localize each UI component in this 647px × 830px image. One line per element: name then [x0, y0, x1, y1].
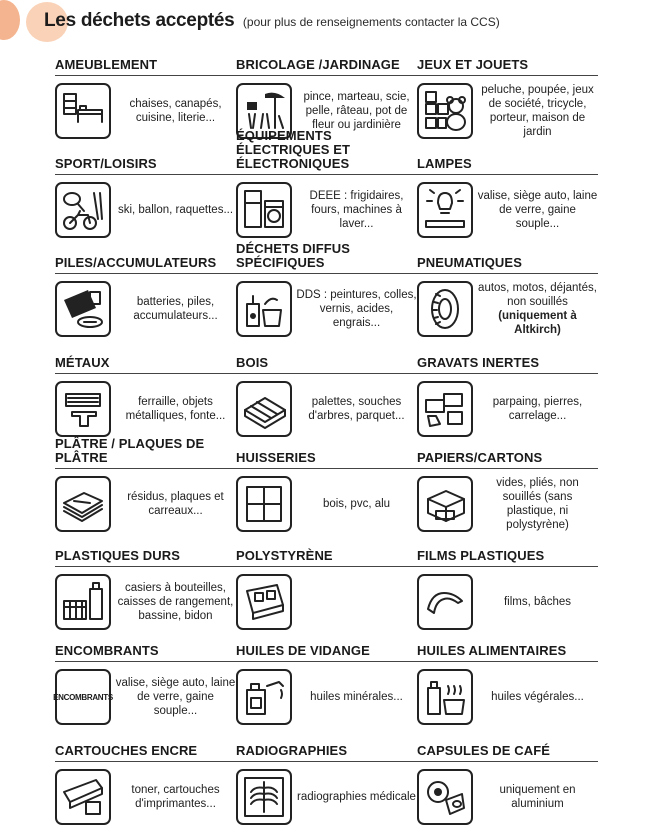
tire-icon	[417, 281, 473, 337]
appliances-icon	[236, 182, 292, 238]
coffee-capsule-icon	[417, 769, 473, 825]
waste-category	[55, 634, 250, 734]
category-title: GRAVATS INERTES	[417, 346, 598, 374]
category-body	[417, 277, 598, 341]
waste-category	[417, 539, 612, 634]
category-title: POLYSTYRÈNE	[236, 539, 417, 567]
category-body	[236, 277, 417, 341]
category-description	[292, 189, 417, 231]
category-description	[292, 690, 417, 704]
category-description	[473, 395, 598, 423]
waste-category	[55, 246, 250, 346]
polystyrene-icon	[236, 574, 292, 630]
category-title: FILMS PLASTIQUES	[417, 539, 598, 567]
description-text: autos, motos, déjantés, non souillés	[478, 282, 597, 308]
waste-category	[236, 241, 431, 346]
category-title: DÉCHETS DIFFUS SPÉCIFIQUES	[236, 246, 417, 274]
waste-category	[236, 441, 431, 539]
description-text: résidus, plaques et carreaux...	[127, 491, 224, 517]
category-body	[55, 79, 236, 143]
waste-category	[55, 539, 250, 634]
category-title: ENCOMBRANTS	[55, 634, 236, 662]
category-title: PLÂTRE / PLAQUES DE PLÂTRE	[55, 441, 236, 469]
category-description	[111, 581, 236, 623]
waste-category	[417, 634, 612, 734]
chemicals-icon	[236, 281, 292, 337]
category-body	[417, 570, 598, 634]
waste-category	[55, 436, 250, 539]
page-title: Les déchets acceptés	[44, 10, 235, 31]
category-description	[292, 395, 417, 423]
category-title: SPORT/LOISIRS	[55, 147, 236, 175]
description-text: valise, siège auto, laine de verre, gaine souple...	[477, 190, 598, 230]
category-title: ÉQUIPEMENTS ÉLECTRIQUES ET ÉLECTRONIQUES	[236, 147, 417, 175]
category-description	[292, 497, 417, 511]
category-description	[111, 97, 236, 125]
description-text: toner, cartouches d'imprimantes...	[131, 784, 220, 810]
category-description	[111, 783, 236, 811]
xray-icon	[236, 769, 292, 825]
waste-category	[55, 734, 250, 830]
category-title: PILES/ACCUMULATEURS	[55, 246, 236, 274]
category-body	[417, 472, 598, 536]
category-body	[55, 570, 236, 634]
description-text: huiles végérales...	[491, 691, 584, 703]
waste-category	[417, 734, 612, 830]
category-description	[473, 595, 598, 609]
category-title: PLASTIQUES DURS	[55, 539, 236, 567]
description-text: bois, pvc, alu	[322, 498, 391, 510]
page-subtitle: (pour plus de renseignements contacter la CCS)	[242, 15, 500, 29]
cardboard-icon	[417, 476, 473, 532]
category-body	[55, 665, 236, 729]
category-description	[473, 189, 598, 231]
category-description	[111, 203, 236, 217]
description-text: radiographies médicale	[297, 791, 416, 803]
description-text: DDS : peintures, colles, vernis, acides, engrais...	[296, 289, 417, 329]
description-text: uniquement en aluminium	[499, 784, 576, 810]
category-row	[55, 734, 638, 830]
waste-category	[55, 346, 250, 441]
food-oil-icon	[417, 669, 473, 725]
cartridge-icon	[55, 769, 111, 825]
category-description	[473, 690, 598, 704]
film-icon	[417, 574, 473, 630]
description-text: ferraille, objets métalliques, fonte...	[125, 396, 226, 422]
waste-category	[417, 48, 612, 147]
category-description	[111, 295, 236, 323]
category-description	[473, 83, 598, 139]
rubble-icon	[417, 381, 473, 437]
category-title: BOIS	[236, 346, 417, 374]
category-body	[55, 472, 236, 536]
category-description	[292, 90, 417, 132]
description-text: DEEE : frigidaires, fours, machines à laver...	[309, 190, 404, 230]
category-row	[55, 241, 638, 346]
category-body	[55, 377, 236, 441]
category-row	[55, 436, 638, 539]
category-title: HUILES ALIMENTAIRES	[417, 634, 598, 662]
description-text: ski, ballon, raquettes...	[117, 204, 234, 216]
category-description	[473, 281, 598, 337]
category-body	[417, 765, 598, 829]
waste-category	[417, 441, 612, 539]
description-text: huiles minérales...	[310, 691, 403, 703]
page-header	[44, 10, 500, 32]
category-row	[55, 539, 638, 634]
category-title: HUILES DE VIDANGE	[236, 634, 417, 662]
description-text: palettes, souches d'arbres, parquet...	[308, 396, 405, 422]
category-title: RADIOGRAPHIES	[236, 734, 417, 762]
category-title: HUISSERIES	[236, 441, 417, 469]
category-body	[417, 377, 598, 441]
category-description	[292, 790, 417, 804]
waste-category	[55, 48, 250, 147]
decorative-circle	[0, 0, 20, 40]
plastic-icon	[55, 574, 111, 630]
description-text: chaises, canapés, cuisine, literie...	[129, 98, 222, 124]
bed-furniture-icon	[55, 83, 111, 139]
description-text: valise, siège auto, laine de verre, gaine souple...	[115, 677, 236, 717]
category-body	[236, 178, 417, 242]
description-text: peluche, poupée, jeux de société, tricycle, porteur, maison de jardin	[481, 84, 594, 138]
icon-label: ENCOMBRANTS	[53, 692, 113, 702]
category-description	[473, 476, 598, 532]
category-title: BRICOLAGE /JARDINAGE	[236, 48, 417, 76]
waste-category-grid	[55, 48, 638, 830]
category-body	[236, 377, 417, 441]
waste-category	[236, 346, 431, 441]
description-text: parpaing, pierres, carrelage...	[492, 396, 583, 422]
category-row	[55, 346, 638, 441]
category-row	[55, 634, 638, 734]
window-icon	[236, 476, 292, 532]
sport-icon	[55, 182, 111, 238]
category-body	[417, 79, 598, 143]
lamp-icon	[417, 182, 473, 238]
category-body	[236, 765, 417, 829]
description-text: films, bâches	[503, 596, 572, 608]
category-body	[236, 665, 417, 729]
category-description	[292, 288, 417, 330]
bulky-icon	[55, 669, 111, 725]
category-title: CAPSULES DE CAFÉ	[417, 734, 598, 762]
category-body	[55, 277, 236, 341]
waste-category	[417, 346, 612, 441]
category-description	[473, 783, 598, 811]
waste-category	[417, 147, 612, 246]
category-title: CARTOUCHES ENCRE	[55, 734, 236, 762]
waste-category	[236, 128, 431, 246]
metal-icon	[55, 381, 111, 437]
battery-icon	[55, 281, 111, 337]
category-body	[417, 665, 598, 729]
description-note: (uniquement à Altkirch)	[498, 310, 577, 336]
category-title: JEUX ET JOUETS	[417, 48, 598, 76]
category-description	[111, 395, 236, 423]
plaster-icon	[55, 476, 111, 532]
category-title: PAPIERS/CARTONS	[417, 441, 598, 469]
oil-can-icon	[236, 669, 292, 725]
category-title: PNEUMATIQUES	[417, 246, 598, 274]
category-body	[55, 765, 236, 829]
waste-category	[236, 539, 431, 634]
toys-icon	[417, 83, 473, 139]
category-body	[417, 178, 598, 242]
waste-category	[236, 734, 431, 830]
category-body	[236, 472, 417, 536]
category-body	[236, 570, 417, 634]
waste-category	[417, 246, 612, 346]
category-title: AMEUBLEMENT	[55, 48, 236, 76]
pallet-icon	[236, 381, 292, 437]
category-row	[55, 128, 638, 246]
description-text: pince, marteau, scie, pelle, râteau, pot de fleur ou jardinière	[303, 91, 410, 131]
waste-category	[55, 147, 250, 246]
category-description	[111, 676, 236, 718]
category-title: MÉTAUX	[55, 346, 236, 374]
category-description	[111, 490, 236, 518]
waste-category	[236, 634, 431, 734]
category-title: LAMPES	[417, 147, 598, 175]
category-body	[55, 178, 236, 242]
description-text: casiers à bouteilles, caisses de rangement, bassine, bidon	[117, 582, 234, 622]
description-text: vides, pliés, non souillés (sans plastique, ni polystyrène)	[496, 477, 579, 531]
description-text: batteries, piles, accumulateurs...	[133, 296, 218, 322]
